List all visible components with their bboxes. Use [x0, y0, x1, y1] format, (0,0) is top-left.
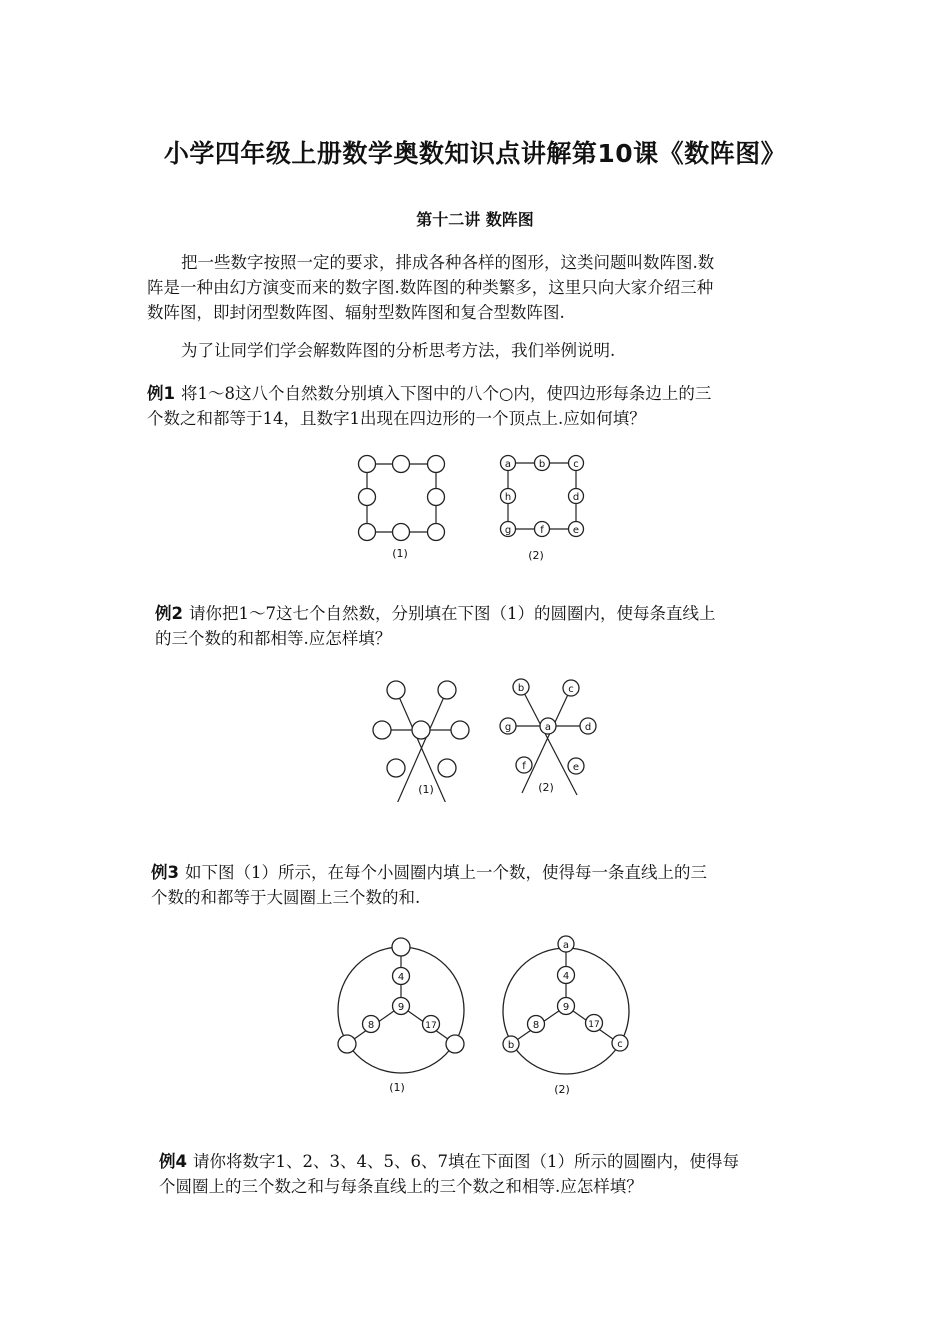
fig2-label-b: b [517, 683, 525, 694]
fig3-caption-1: (1) [389, 1081, 405, 1094]
fig3-label-c: c [617, 1039, 623, 1050]
fig1-left-circle [393, 524, 410, 541]
example-4 [159, 1149, 839, 1199]
fig1-label-d: d [572, 492, 580, 503]
fig2-label-d: d [584, 722, 592, 733]
example-4-line-1: 请你将数字1、2、3、4、5、6、7填在下面图（1）所示的圆圈内，使得每 [192, 1152, 739, 1171]
fig1-left-circle [393, 456, 410, 473]
intro-paragraph [147, 250, 827, 325]
fig1-label-e: e [572, 525, 580, 536]
fig3-left-num-4: 4 [397, 972, 405, 983]
figure-1 [340, 440, 610, 570]
lecture-subtitle: 第十二讲 数阵图 [416, 210, 534, 229]
fig1-left-circle [428, 456, 445, 473]
example-1-line-1: 将1～8这八个自然数分别填入下图中的八个○内，使四边形每条边上的三 [180, 384, 712, 403]
fig2-left-circle [387, 681, 405, 699]
fig2-label-a: a [544, 722, 552, 733]
fig1-label-a: a [504, 459, 512, 470]
example-3-line-1: 如下图（1）所示，在每个小圆圈内填上一个数，使得每一条直线上的三 [184, 863, 707, 882]
fig1-label-h: h [504, 492, 512, 503]
intro-line-1: 把一些数字按照一定的要求，排成各种各样的图形，这类问题叫数阵图.数 [181, 253, 715, 272]
example-3-line-2: 个数的和都等于大圆圈上三个数的和. [151, 888, 421, 907]
example-2-line-2: 的三个数的和都相等.应怎样填？ [155, 629, 392, 648]
fig3-caption-2: (2) [554, 1083, 570, 1096]
fig3-right-num-17: 17 [588, 1020, 600, 1030]
fig3-left-top-circle [392, 938, 410, 956]
fig2-left-circle [373, 721, 391, 739]
fig3-left-num-8: 8 [367, 1020, 375, 1031]
fig3-right-num-9: 9 [562, 1002, 570, 1013]
fig3-left-bl-circle [338, 1035, 356, 1053]
fig3-left-br-circle [446, 1035, 464, 1053]
fig1-left-circle [428, 489, 445, 506]
fig2-left-circle [451, 721, 469, 739]
fig1-left-circle [359, 489, 376, 506]
intro-line-3: 数阵图，即封闭型数阵图、辐射型数阵图和复合型数阵图. [147, 303, 565, 322]
example-2-label: 例2 [155, 604, 183, 623]
example-1 [147, 381, 827, 431]
example-3 [151, 860, 831, 910]
example-2 [155, 601, 835, 651]
fig2-left-circle [438, 681, 456, 699]
fig1-caption-2: (2) [528, 549, 544, 562]
fig3-label-b: b [507, 1040, 515, 1051]
example-3-label: 例3 [151, 863, 179, 882]
page-title: 小学四年级上册数学奥数知识点讲解第10课《数阵图》 [163, 139, 787, 168]
example-4-line-2: 个圆圈上的三个数之和与每条直线上的三个数之和相等.应怎样填？ [159, 1177, 643, 1196]
fig2-caption-2: (2) [538, 781, 554, 794]
fig2-label-g: g [504, 722, 512, 733]
fig2-label-e: e [572, 762, 580, 773]
fig2-left-circle [412, 721, 430, 739]
example-1-label: 例1 [147, 384, 175, 403]
fig2-left-circle [438, 759, 456, 777]
fig3-left-num-9: 9 [397, 1002, 405, 1013]
fig1-label-c: c [573, 459, 579, 470]
fig3-right-num-4: 4 [562, 971, 570, 982]
fig2-caption-1: (1) [418, 783, 434, 796]
fig2-label-c: c [568, 684, 574, 695]
fig3-label-a: a [562, 940, 570, 951]
example-1-line-2: 个数之和都等于14，且数字1出现在四边形的一个顶点上.应如何填？ [147, 409, 646, 428]
fig3-left-num-17: 17 [425, 1021, 437, 1031]
fig3-right-num-8: 8 [532, 1020, 540, 1031]
fig1-caption-1: (1) [392, 547, 408, 560]
fig2-label-f: f [522, 761, 526, 772]
intro-paragraph-2: 为了让同学们学会解数阵图的分析思考方法，我们举例说明. [181, 341, 616, 360]
intro-line-2: 阵是一种由幻方演变而来的数字图.数阵图的种类繁多，这里只向大家介绍三种 [147, 278, 714, 297]
fig1-label-b: b [538, 459, 546, 470]
figure-3 [320, 925, 650, 1105]
fig1-left-circle [428, 524, 445, 541]
fig1-left-circle [359, 524, 376, 541]
fig1-left-circle [359, 456, 376, 473]
fig1-label-f: f [540, 525, 544, 536]
fig1-label-g: g [504, 525, 512, 536]
figure-2 [360, 672, 610, 802]
example-4-label: 例4 [159, 1152, 187, 1171]
example-2-line-1: 请你把1～7这七个自然数，分别填在下图（1）的圆圈内，使每条直线上 [188, 604, 716, 623]
fig2-left-circle [387, 759, 405, 777]
